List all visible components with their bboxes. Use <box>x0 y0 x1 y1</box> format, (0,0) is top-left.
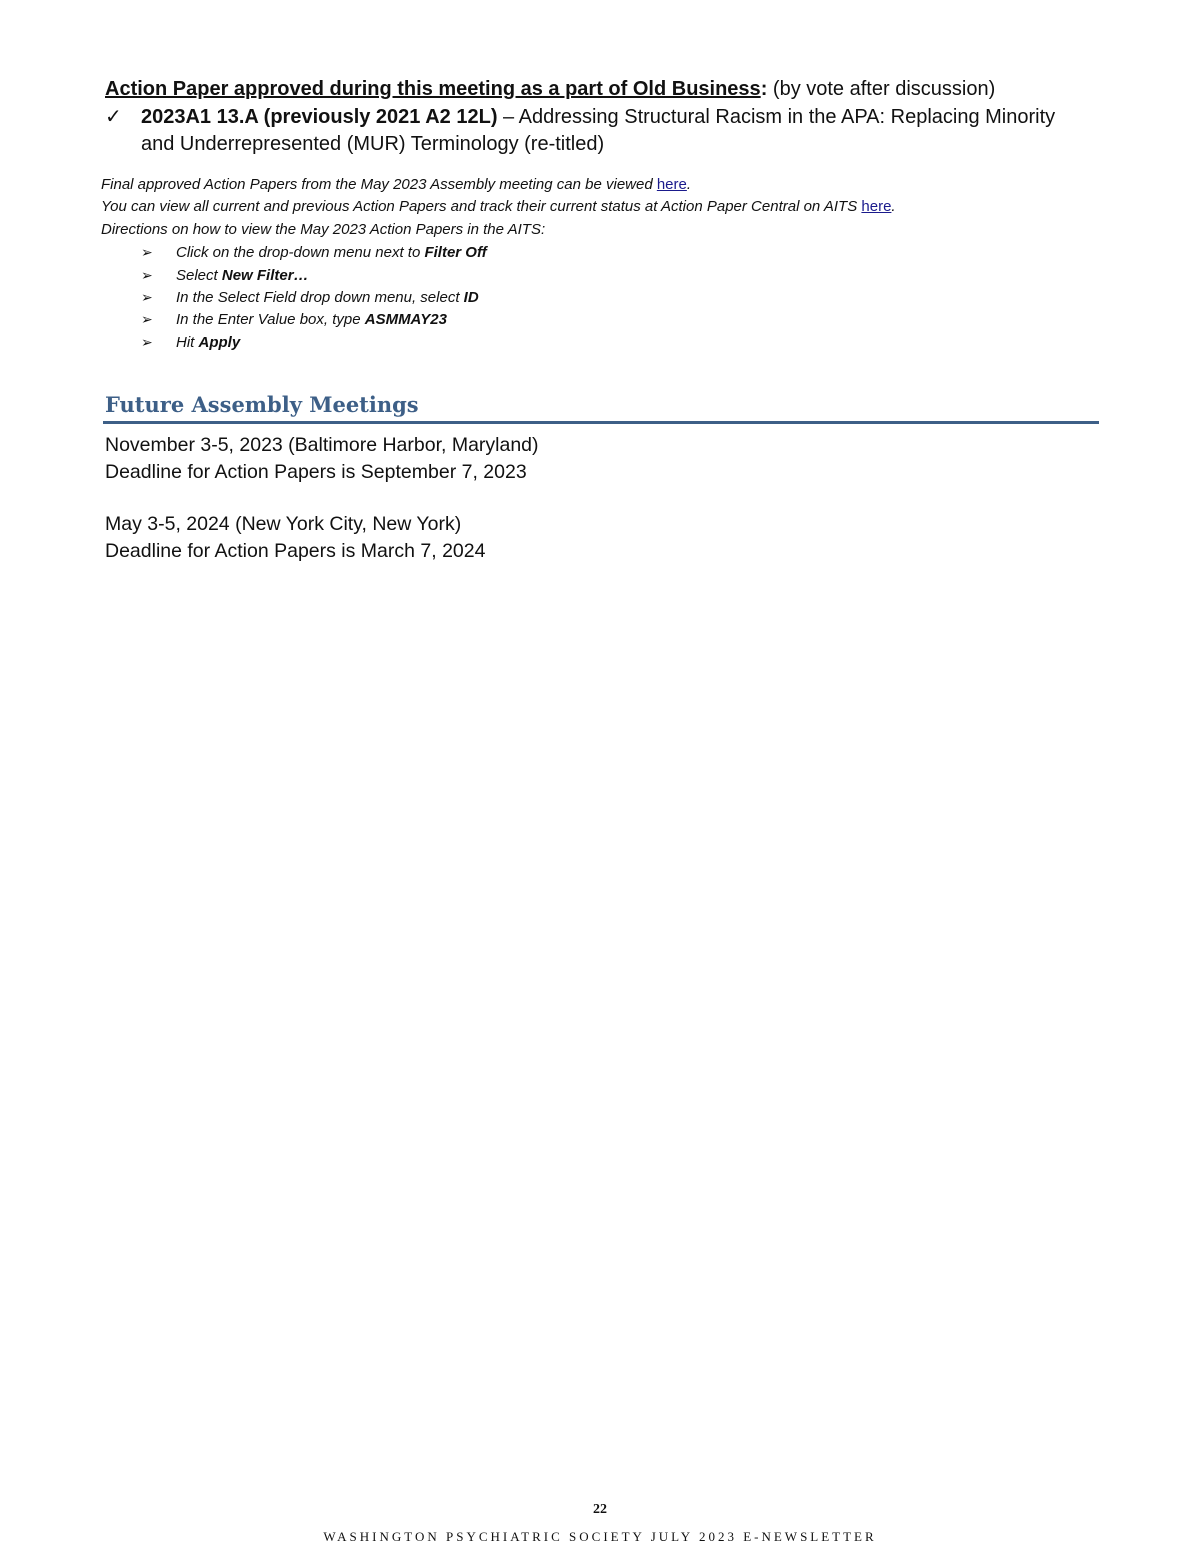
info-line-directions: Directions on how to view the May 2023 Action Papers in the AITS: <box>101 221 546 238</box>
step-bold: Apply <box>198 334 241 351</box>
step-bold: Filter Off <box>424 244 487 261</box>
info-line-final-papers <box>101 176 691 193</box>
step-text: In the Enter Value box, type <box>176 311 365 328</box>
direction-step <box>141 289 479 306</box>
meeting-1-date: November 3-5, 2023 (Baltimore Harbor, Maryland) <box>105 434 539 456</box>
step-bold: ID <box>463 289 479 306</box>
arrow-bullet-icon: ➢ <box>141 311 153 327</box>
direction-step <box>141 267 309 284</box>
old-business-heading-note: (by vote after discussion) <box>767 78 996 100</box>
arrow-bullet-icon: ➢ <box>141 267 153 283</box>
old-business-heading <box>105 78 995 101</box>
step-bold: ASMMAY23 <box>364 311 447 328</box>
step-text: Hit <box>176 334 199 351</box>
step-text: In the Select Field drop down menu, select <box>176 289 464 306</box>
arrow-bullet-icon: ➢ <box>141 289 153 305</box>
final-papers-link[interactable]: here <box>656 176 687 193</box>
footer-publication: WASHINGTON PSYCHIATRIC SOCIETY JULY 2023 E-NEWSLETTER <box>323 1529 877 1544</box>
info-line-2-text: You can view all current and previous Action Papers and track their current status at Action Paper Central on AITS <box>101 198 862 215</box>
meeting-2-date: May 3-5, 2024 (New York City, New York) <box>105 513 462 535</box>
action-paper-id: 2023A1 13.A (previously 2021 A2 12L) <box>141 106 498 128</box>
step-bold: New Filter… <box>221 267 309 284</box>
info-line-1-text: Final approved Action Papers from the May 2023 Assembly meeting can be viewed <box>101 176 657 193</box>
old-business-heading-label: Action Paper approved during this meeting as a part of Old Business <box>105 78 761 100</box>
direction-step <box>141 334 240 351</box>
step-text: Select <box>176 267 222 284</box>
meeting-2-deadline: Deadline for Action Papers is March 7, 2024 <box>105 540 486 562</box>
meeting-1-deadline: Deadline for Action Papers is September 7, 2023 <box>105 461 527 483</box>
info-line-1-end: . <box>686 176 692 193</box>
heading-colon: : <box>760 78 768 100</box>
aits-link[interactable]: here <box>861 198 892 215</box>
action-paper-item <box>105 104 1085 158</box>
step-text: Click on the drop-down menu next to <box>176 244 425 261</box>
action-paper-title: – Addressing Structural Racism in the APA: Replacing Minority and Underrepresented (MUR) Terminology (re-titled) <box>141 106 1056 155</box>
section-title-future-meetings: Future Assembly Meetings <box>105 392 419 417</box>
arrow-bullet-icon: ➢ <box>141 244 153 260</box>
arrow-bullet-icon: ➢ <box>141 334 153 350</box>
direction-step <box>141 244 487 261</box>
info-line-aits <box>101 198 896 215</box>
section-divider <box>103 421 1099 424</box>
checkmark-icon: ✓ <box>105 106 122 128</box>
direction-step <box>141 311 447 328</box>
info-line-2-end: . <box>891 198 896 215</box>
page-number: 22 <box>593 1502 607 1517</box>
